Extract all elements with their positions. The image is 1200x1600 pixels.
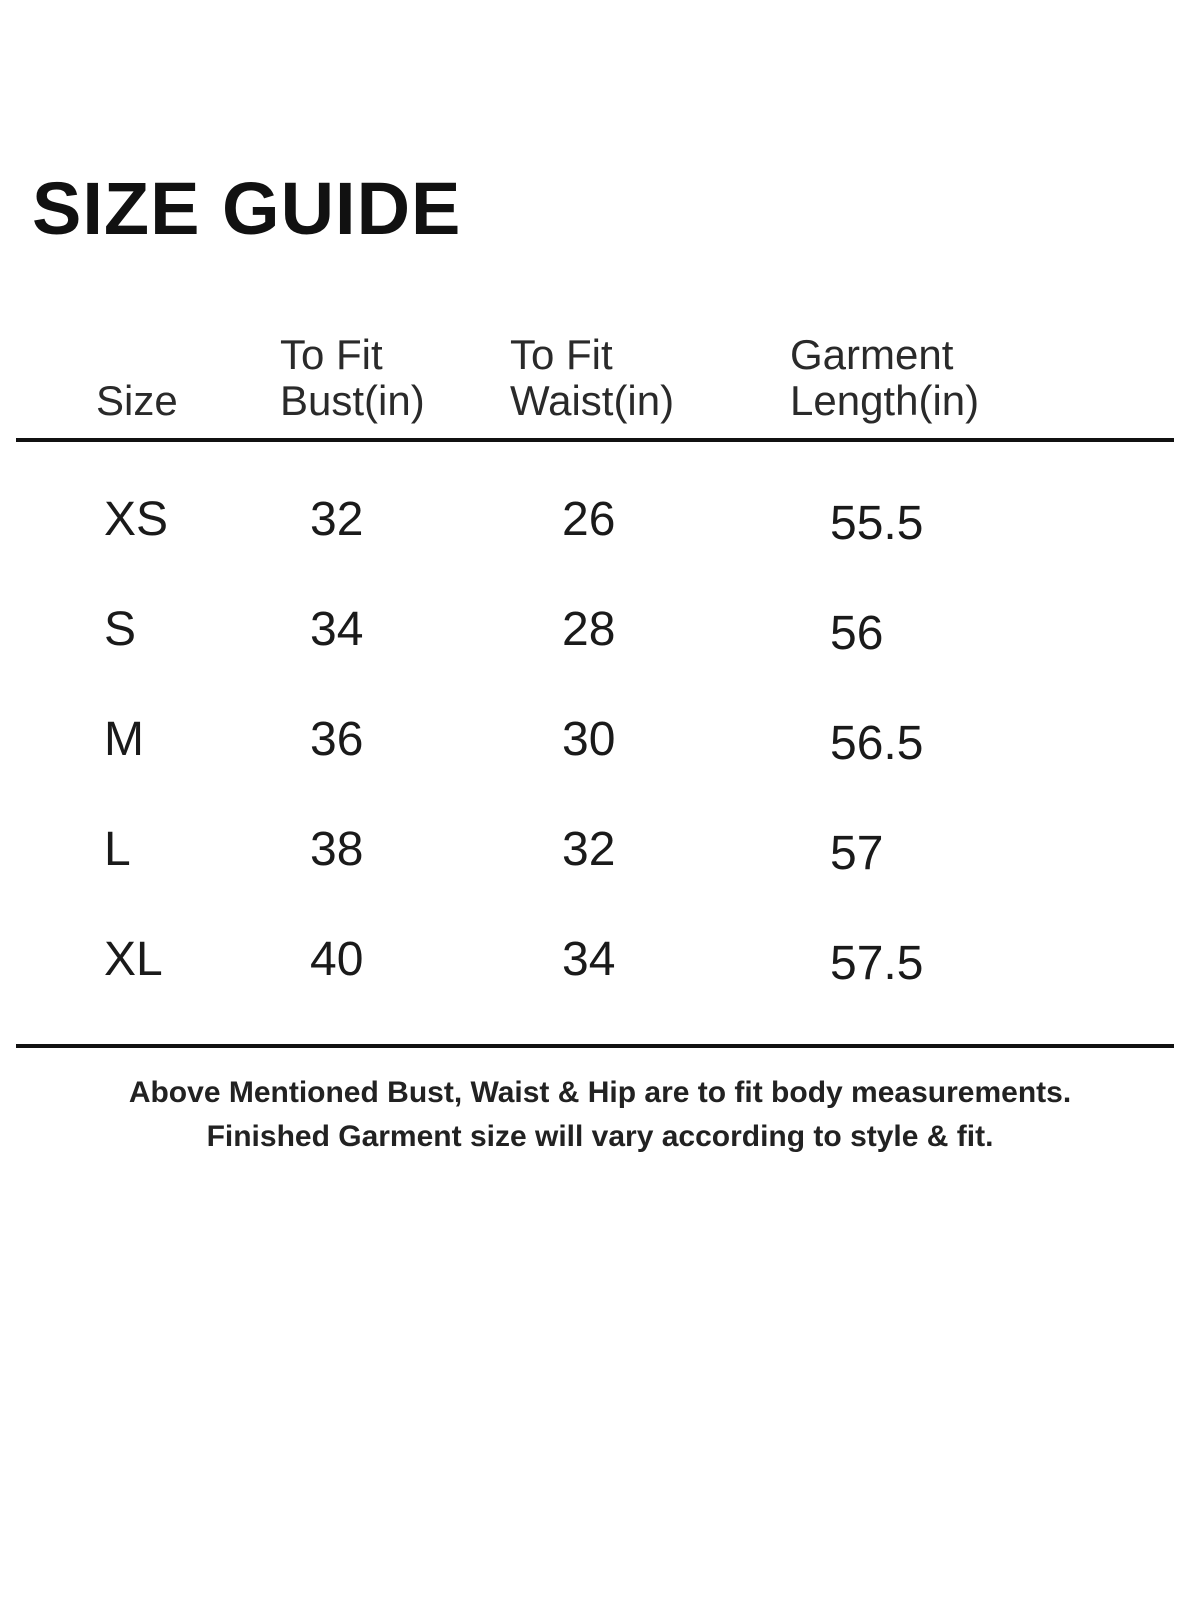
bust-cell: 38 xyxy=(310,823,364,876)
bust-cell: 40 xyxy=(310,933,364,986)
size-cell: XL xyxy=(104,933,163,986)
header-size-label: Size xyxy=(96,377,178,424)
garment-note: Finished Garment size will vary according to style & fit. xyxy=(206,1120,994,1153)
header-waist-line-1: To Fit xyxy=(510,331,613,378)
length-cell: 55.5 xyxy=(830,497,924,550)
header-waist xyxy=(510,332,674,424)
header-size xyxy=(96,378,178,424)
header-length xyxy=(790,332,979,424)
footer-divider xyxy=(16,1044,1174,1048)
header-waist-line-2: Waist(in) xyxy=(510,377,675,424)
size-cell: L xyxy=(104,823,131,876)
waist-cell: 26 xyxy=(562,493,616,546)
length-cell: 56.5 xyxy=(830,717,924,770)
header-divider xyxy=(16,438,1174,442)
bust-cell: 36 xyxy=(310,713,364,766)
size-cell: S xyxy=(104,603,137,656)
bust-cell: 32 xyxy=(310,493,364,546)
waist-cell: 32 xyxy=(562,823,616,876)
header-bust xyxy=(280,332,425,424)
fit-note: Above Mentioned Bust, Waist & Hip are to fit body measurements. xyxy=(128,1076,1072,1109)
bust-cell: 34 xyxy=(310,603,364,656)
length-cell: 56 xyxy=(830,607,884,660)
waist-cell: 30 xyxy=(562,713,616,766)
size-cell: M xyxy=(104,713,144,766)
header-bust-line-1: To Fit xyxy=(280,331,383,378)
waist-cell: 34 xyxy=(562,933,616,986)
header-bust-line-2: Bust(in) xyxy=(280,377,425,424)
header-length-line-1: Garment xyxy=(790,331,954,378)
length-cell: 57 xyxy=(830,827,884,880)
length-cell: 57.5 xyxy=(830,937,924,990)
waist-cell: 28 xyxy=(562,603,616,656)
size-cell: XS xyxy=(104,493,169,546)
page-title: SIZE GUIDE xyxy=(32,167,462,250)
header-length-line-2: Length(in) xyxy=(790,377,980,424)
